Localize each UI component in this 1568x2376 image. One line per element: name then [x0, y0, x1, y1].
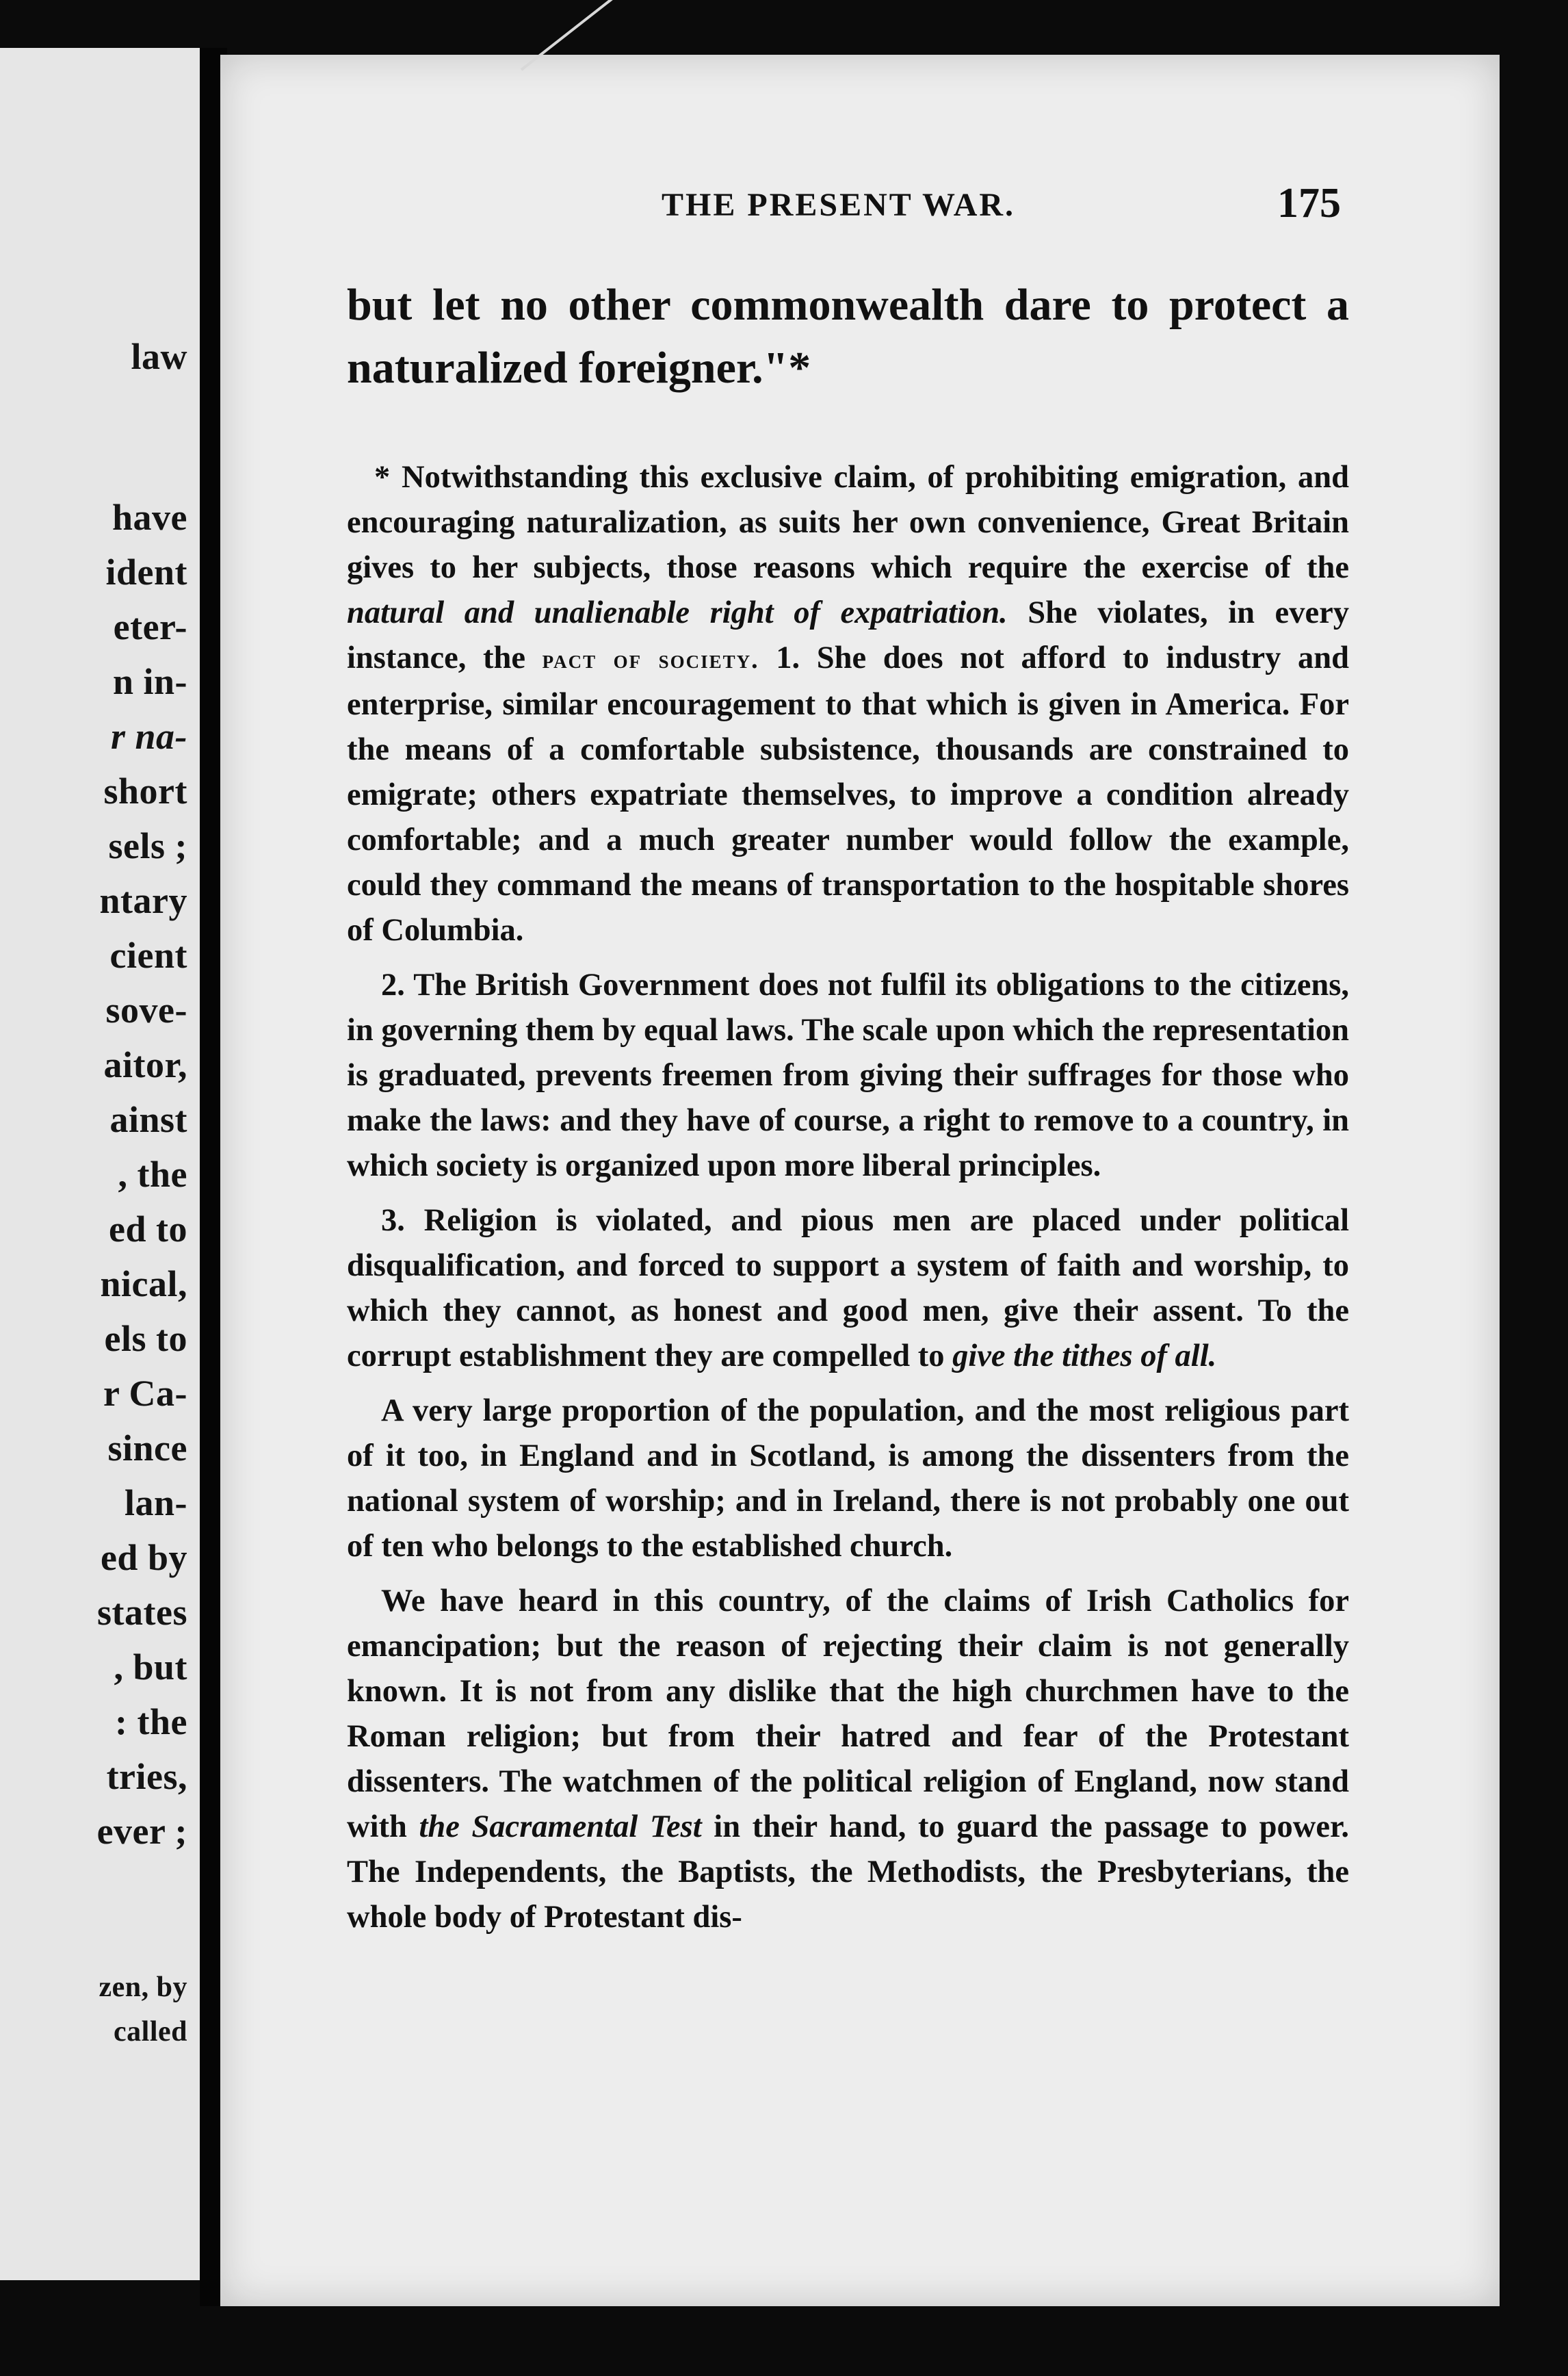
- book-page: [220, 55, 1500, 2306]
- left-page-line: ntary: [99, 880, 187, 921]
- left-page-line: short: [103, 771, 187, 812]
- footnote-text: in their hand, to guard the passage to power. The Independents, the Baptists, the Methodists, the Presbyterians, the whole body of Protestant dis-: [347, 1809, 1349, 1935]
- left-page-line: lan-: [124, 1482, 187, 1523]
- left-page-line: els to: [104, 1318, 187, 1359]
- footnote-small-caps-text: pact of society.: [542, 645, 759, 674]
- left-page-line: r Ca-: [103, 1373, 187, 1414]
- footnote-text: 3. Religion is violated, and pious men are placed under political disqualification, and forced to support a system of faith and worship, to which they cannot, as honest and good men, give their assent. To the corrupt establishment they are compelled to: [347, 1203, 1349, 1373]
- left-page-line: : the: [115, 1701, 187, 1742]
- footnote-italic-text: give the tithes of all.: [952, 1339, 1217, 1373]
- footnote-text: She violates, in every instance, the: [347, 595, 1349, 675]
- left-page-line: n in-: [112, 661, 187, 702]
- left-page-line: , but: [114, 1647, 187, 1688]
- left-page-line: ever ;: [96, 1811, 187, 1852]
- left-facing-page: [0, 48, 201, 2280]
- footnote-paragraph-2: 2. The British Government does not fulfil its obligations to the citizens, in governing them by equal laws. The scale upon which the representation is graduated, prevents freemen from giving their suffrages for those who make the laws: and they have of course, a right to remove to a country, in which society is organized upon more liberal principles.: [347, 968, 1349, 1183]
- footnote-italic-text: the Sacramental Test: [419, 1809, 702, 1844]
- footnote-text: * Notwithstanding this exclusive claim, of prohibiting emigration, and encouraging naturalization, as suits her own convenience, Great Britain gives to her subjects, those reasons which require the exercise of the: [347, 460, 1349, 585]
- left-page-line: called: [114, 2016, 187, 2048]
- left-page-line: tries,: [106, 1756, 187, 1797]
- footnote-paragraph-5: [347, 1579, 1349, 1940]
- left-page-line: ed by: [100, 1537, 187, 1578]
- left-page-line: nical,: [100, 1263, 187, 1304]
- left-page-line: aitor,: [103, 1044, 187, 1085]
- left-page-line: cient: [109, 935, 187, 976]
- footnote-text: We have heard in this country, of the claims of Irish Catholics for emancipation; but the reason of rejecting their claim is not generally known. It is not from any dislike that the high churchmen have to the Roman religion; but from their hatred and fear of the Protestant dissenters. The watchmen of the political religion of England, now stand with: [347, 1584, 1349, 1844]
- page-header: [220, 179, 1500, 234]
- footnote-text: 1. She does not afford to industry and enterprise, similar encouragement to that which is given in America. For the means of a comfortable subsistence, thousands are constrained to emigrate; others expatriate themselves, to improve a condition already comfortable; and a much greater number would follow the example, could they command the means of transportation to the hospitable shores of Columbia.: [347, 641, 1349, 948]
- footnote-paragraph-3: [347, 1198, 1349, 1379]
- left-page-line: ainst: [109, 1099, 187, 1140]
- footnote-paragraph-1: [347, 455, 1349, 953]
- left-page-line: zen, by: [99, 1972, 187, 2003]
- left-page-line: states: [97, 1592, 187, 1633]
- body-text: but let no other commonwealth dare to protect a naturalized foreigner."*: [347, 280, 1349, 393]
- left-page-line: ident: [105, 552, 187, 593]
- left-page-line: have: [112, 497, 187, 538]
- left-page-line: r na-: [110, 716, 187, 757]
- left-page-line: ed to: [109, 1209, 187, 1250]
- left-page-line: law: [131, 336, 187, 377]
- left-page-line: eter-: [113, 606, 187, 647]
- footnote-paragraph-4: A very large proportion of the population, and the most religious part of it too, in England and in Scotland, is among the dissenters from the national system of worship; and in Ireland, there is not probably one out of ten who belongs to the established church.: [347, 1393, 1349, 1564]
- left-page-line: , the: [118, 1154, 187, 1195]
- footnote: [347, 455, 1349, 1950]
- left-page-line: sove-: [105, 990, 187, 1031]
- footnote-italic-text: natural and unalienable right of expatriation.: [347, 595, 1008, 630]
- running-head: THE PRESENT WAR.: [662, 187, 1016, 223]
- scan-scratch: [521, 0, 716, 71]
- page-number: 175: [1277, 180, 1341, 227]
- left-page-line: sels ;: [108, 825, 187, 866]
- left-page-line: since: [107, 1428, 187, 1469]
